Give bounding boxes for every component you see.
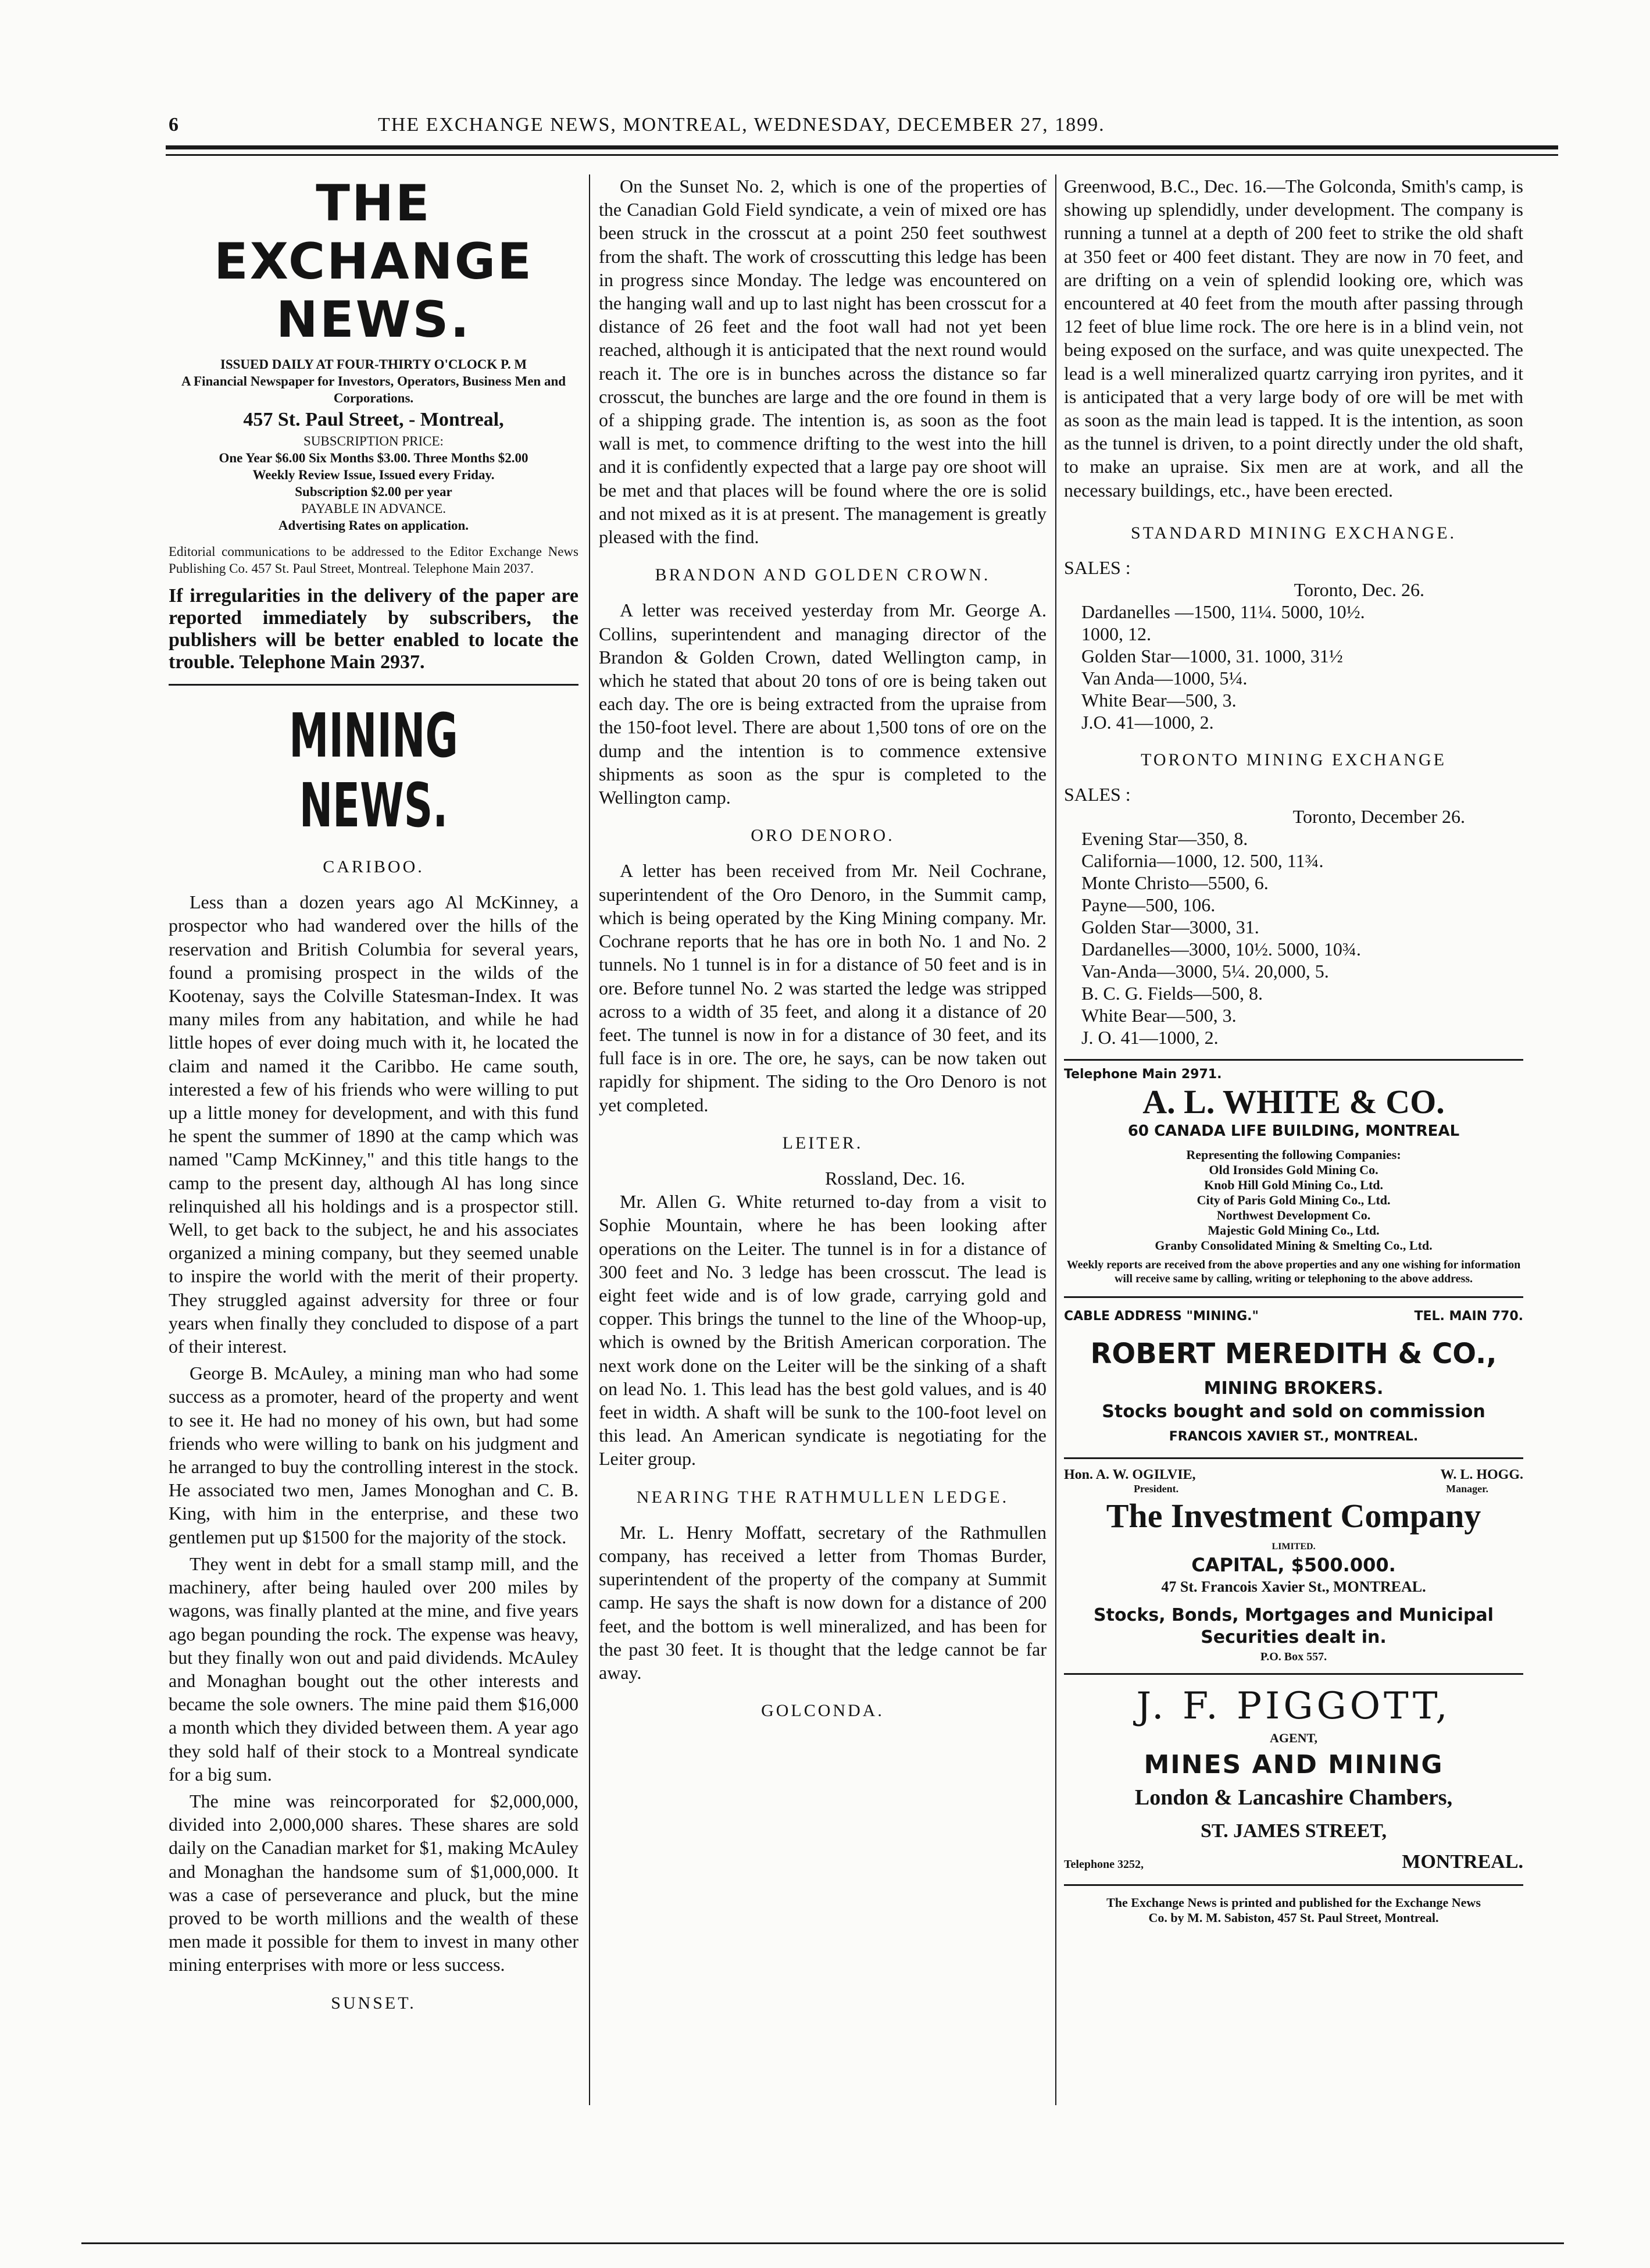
white-telephone: Telephone Main 2971. bbox=[1064, 1067, 1222, 1082]
cariboo-paragraph-1: Less than a dozen years ago Al McKinney, a prospector who had wandered over the hills of the reservation and British Columbia for several years, found a promising prospect in the wilds of the Kootenay, says the Colville Statesman-Index. It was many miles from any habitation, and while he had little hopes of ever doing much with it, he located the claim and named it the Caribbo. He came south, interested a few of his friends who were willing to put up a little money for development, and with this fund he spent the summer of 1890 at the camp which was named "Camp McKinney," and this title hangs to the camp to the present day, although Al has long since relinquished all his holdings and is a prospector still. Well, to get back to the subject, he and his associates organized a mining company, but they seemed unable to inspire the world with the merit of their property. They struggled against adversity for three or four years when finally they concluded to dispose of a part of their interest. bbox=[169, 891, 578, 1357]
article-title-brandon: BRANDON AND GOLDEN CROWN. bbox=[655, 565, 991, 585]
header-rule-top bbox=[166, 145, 1558, 149]
ad-divider-3 bbox=[1064, 1457, 1523, 1459]
toronto-sale-line: Monte Christo—5500, 6. bbox=[1081, 872, 1269, 894]
column-rule-2 bbox=[1055, 174, 1056, 2105]
standard-sale-line: Golden Star—1000, 31. 1000, 31½ bbox=[1081, 646, 1343, 667]
standard-sale-line: Dardanelles —1500, 11¼. 5000, 10½. bbox=[1081, 601, 1365, 623]
irregularities-notice: If irregularities in the delivery of the paper are reported immediately by subscribers, the publishers will be better enabled to locate the trouble. Telephone Main 2937. bbox=[169, 585, 578, 673]
investment-name: The Investment Company bbox=[1106, 1497, 1481, 1535]
running-head: THE EXCHANGE NEWS, MONTREAL, WEDNESDAY, DECEMBER 27, 1899. bbox=[378, 114, 1105, 135]
leiter-paragraph-1: Mr. Allen G. White returned to-day from a visit to Sophie Mountain, where he has been looking after operations on the Leiter. The tunnel is in for a distance of 300 feet and No. 3 ledge has been crosscut. The lead is eight feet wide and is of low grade, carrying gold and copper. This brings the tunnel to the line of the Whoop-up, which is owned by the British American corporation. The next work done on the Leiter will be the sinking of a shaft on lead No. 1. This lead has the best gold values, and is 40 feet in width. A shaft will be sunk to the 100-foot level on this lead. An American syndicate is negotiating for the Leiter group. bbox=[599, 1191, 1047, 1470]
toronto-sale-line: B. C. G. Fields—500, 8. bbox=[1081, 983, 1263, 1004]
article-title-golconda: GOLCONDA. bbox=[761, 1701, 884, 1721]
ad-divider-4 bbox=[1064, 1673, 1523, 1675]
cariboo-paragraph-4: The mine was reincorporated for $2,000,000, divided into 2,000,000 shares. These shares are sold daily on the Canadian market for $1, making McAuley and Monaghan the handsome sum of $1,000,000. It was a case of perseverance and pluck, but the mine proved to be worth millions and the wealth of these men made it possible for them to invest in many other mining enterprises with more or less success. bbox=[169, 1790, 578, 1975]
subscription-price-label: SUBSCRIPTION PRICE: bbox=[303, 434, 444, 448]
ad-investment-company bbox=[1064, 1467, 1523, 1665]
white-company: Old Ironsides Gold Mining Co. bbox=[1209, 1162, 1378, 1178]
toronto-sale-line: Evening Star—350, 8. bbox=[1081, 828, 1248, 850]
meredith-cable: CABLE ADDRESS "MINING." bbox=[1064, 1309, 1259, 1324]
column-1 bbox=[169, 174, 578, 2027]
white-company: Granby Consolidated Mining & Smelting Co., Ltd. bbox=[1155, 1238, 1433, 1253]
article-title-leiter: LEITER. bbox=[782, 1133, 863, 1153]
investment-president-title: President. bbox=[1134, 1483, 1179, 1495]
standard-exchange-title: STANDARD MINING EXCHANGE. bbox=[1130, 523, 1457, 543]
ad-divider-5 bbox=[1064, 1884, 1523, 1886]
investment-capital: CAPITAL, $500.000. bbox=[1191, 1554, 1396, 1577]
standard-sale-line: Van Anda—1000, 5¼. bbox=[1081, 668, 1248, 689]
toronto-dateline: Toronto, December 26. bbox=[1292, 806, 1465, 828]
ad-piggott bbox=[1064, 1684, 1523, 1876]
payable-notice: PAYABLE IN ADVANCE. bbox=[301, 501, 446, 516]
mining-news-heading: MINING NEWS. bbox=[289, 700, 458, 841]
meredith-address: FRANCOIS XAVIER ST., MONTREAL. bbox=[1169, 1429, 1419, 1445]
meredith-name: ROBERT MEREDITH & CO., bbox=[1090, 1338, 1497, 1371]
brandon-paragraph-1: A letter was received yesterday from Mr. George A. Collins, superintendent and managing director of the Brandon & Golden Crown, dated Wellington camp, in which he stated that about 20 tons of ore is being taken out each day. The ore is being extracted from the upraise from the 150-foot level. There are about 1,500 tons of ore on the dump and the intention is to commence extensive shipments as soon as the spur is completed to the Wellington camp. bbox=[599, 600, 1047, 808]
white-note: Weekly reports are received from the above properties and any one wishing for information will receive same by calling, writing or telephoning to the above address. bbox=[1066, 1258, 1521, 1286]
golconda-paragraph-1: Greenwood, B.C., Dec. 16.—The Golconda, Smith's camp, is showing up splendidly, under development. The company is running a tunnel at a depth of 200 feet to strike the old shaft at 350 feet or 400 feet distant. They are now in 70 feet, and are drifting on a vein of splendid looking ore, which was encountered at 40 feet from the mouth after passing through 12 feet of blue lime rock. The ore here is in a blind vein, not being exposed on the surface, and was quite unexpected. The lead is a well mineralized quartz carrying iron pyrites, and it is anticipated that a very large body of ore will be met with as soon as the main lead is tapped. It is the intention, as soon as the tunnel is driven, to a point directly under the old shaft, to make an upraise. Six men are at work, and all the necessary buildings, etc., have been erected. bbox=[1064, 176, 1523, 501]
meredith-tel: TEL. MAIN 770. bbox=[1414, 1309, 1523, 1324]
article-title-rathmullen: NEARING THE RATHMULLEN LEDGE. bbox=[636, 1487, 1009, 1507]
article-title-oro-denoro: ORO DENORO. bbox=[751, 826, 895, 846]
running-header bbox=[169, 114, 1558, 143]
investment-president-name: Hon. A. W. OGILVIE, bbox=[1064, 1467, 1196, 1483]
investment-box: P.O. Box 557. bbox=[1260, 1650, 1327, 1664]
cariboo-paragraph-3: They went in debt for a small stamp mill, and the machinery, after being hauled over 200 miles by wagons, was finally planted at the mine, and five years ago began pounding the rock. The expense was heavy, but they finally won out and paid dividends. McAuley and Monaghan bought out the other interests and became the sole owners. The mine paid them $16,000 a month which they divided between them. A year ago they sold half of their stock to a Montreal syndicate for a big sum. bbox=[169, 1553, 578, 1785]
piggott-contact-row bbox=[1064, 1850, 1523, 1876]
masthead-tagline: A Financial Newspaper for Investors, Operators, Business Men and Corporations. bbox=[181, 374, 566, 405]
investment-officers bbox=[1064, 1467, 1523, 1482]
toronto-sales-label: SALES : bbox=[1064, 784, 1131, 805]
masthead-info bbox=[169, 356, 578, 577]
investment-business: Stocks, Bonds, Mortgages and Municipal Securities dealt in. bbox=[1094, 1605, 1494, 1648]
oro-denoro-paragraph-1: A letter has been received from Mr. Neil Cochrane, superintendent of the Oro Denoro, in the Summit camp, which is being operated by the King Mining company. Mr. Cochrane reports that he has ore in both No. 1 and No. 2 tunnels. No 1 tunnel is in for a distance of 50 feet and is in ore. Before tunnel No. 2 was started the ledge was stripped across to a width of 35 feet, and along it a distance of 20 feet. The tunnel is now in for a distance of 30 feet, and its full face is in ore. The ore, he says, can be now taken out rapidly for shipment. The siding to the Oro Denoro is not yet completed. bbox=[599, 860, 1047, 1115]
toronto-exchange-table bbox=[1064, 783, 1523, 1049]
white-name: A. L. WHITE & CO. bbox=[1142, 1083, 1445, 1121]
masthead-rule bbox=[169, 684, 578, 686]
rathmullen-paragraph-1: Mr. L. Henry Moffatt, secretary of the Rathmullen company, has received a letter from Thomas Burder, superintendent of the property of the company at Summit camp. He says the shaft is now down for a distance of 200 feet, and the bottom is well mineralized, and has been for the past 30 feet. It is thought that the ledge cannot be far away. bbox=[599, 1521, 1047, 1683]
white-company: Majestic Gold Mining Co., Ltd. bbox=[1208, 1223, 1380, 1238]
investment-address: 47 St. Francois Xavier St., MONTREAL. bbox=[1161, 1578, 1426, 1596]
footer-rule bbox=[81, 2242, 1564, 2244]
piggott-city: MONTREAL. bbox=[1402, 1851, 1523, 1873]
white-company: City of Paris Gold Mining Co., Ltd. bbox=[1197, 1193, 1391, 1208]
leiter-dateline: Rossland, Dec. 16. bbox=[825, 1167, 965, 1189]
standard-sale-line: White Bear—500, 3. bbox=[1081, 690, 1237, 711]
ad-divider-2 bbox=[1064, 1296, 1523, 1298]
investment-officer-titles bbox=[1064, 1482, 1523, 1495]
investment-manager-name: W. L. HOGG. bbox=[1440, 1467, 1523, 1483]
imprint: The Exchange News is printed and published for the Exchange News Co. by M. M. Sabiston, 457 St. Paul Street, Montreal. bbox=[1106, 1895, 1481, 1925]
white-representing: Representing the following Companies: bbox=[1186, 1147, 1401, 1162]
standard-sale-line: J.O. 41—1000, 2. bbox=[1081, 712, 1214, 733]
ad-meredith bbox=[1064, 1308, 1523, 1447]
standard-exchange-table bbox=[1064, 557, 1523, 733]
article-title-sunset: SUNSET. bbox=[331, 1993, 416, 2013]
standard-dateline: Toronto, Dec. 26. bbox=[1294, 579, 1424, 601]
advertising-notice: Advertising Rates on application. bbox=[278, 518, 469, 533]
white-address: 60 CANADA LIFE BUILDING, MONTREAL bbox=[1127, 1122, 1460, 1140]
editorial-notice: Editorial communications to be addressed to the Editor Exchange News Publishing Co. 457 St. Paul Street, Montreal. Telephone Main 2037. bbox=[169, 544, 578, 576]
standard-sale-line: 1000, 12. bbox=[1081, 623, 1151, 645]
toronto-exchange-title: TORONTO MINING EXCHANGE bbox=[1141, 750, 1447, 770]
investment-limited: LIMITED. bbox=[1272, 1542, 1316, 1552]
standard-sales-label: SALES : bbox=[1064, 557, 1131, 579]
toronto-sale-line: Van-Anda—3000, 5¼. 20,000, 5. bbox=[1081, 961, 1329, 982]
column-2 bbox=[599, 174, 1047, 1734]
meredith-contact-row bbox=[1064, 1308, 1523, 1325]
article-title-cariboo: CARIBOO. bbox=[323, 857, 424, 876]
masthead-address: 457 St. Paul Street, - Montreal, bbox=[243, 409, 504, 430]
toronto-sale-line: J. O. 41—1000, 2. bbox=[1081, 1027, 1219, 1049]
subscription-rates: One Year $6.00 Six Months $3.00. Three Months $2.00 bbox=[219, 451, 528, 465]
masthead-issued: ISSUED DAILY AT FOUR-THIRTY O'CLOCK P. M bbox=[220, 357, 527, 372]
toronto-sale-line: California—1000, 12. 500, 11¾. bbox=[1081, 850, 1324, 872]
piggott-business: MINES AND MINING bbox=[1144, 1750, 1444, 1780]
weekly-subscription: Subscription $2.00 per year bbox=[295, 484, 452, 499]
column-rule-1 bbox=[589, 174, 590, 2105]
piggott-telephone: Telephone 3252, bbox=[1064, 1858, 1144, 1871]
piggott-name: J. F. PIGGOTT, bbox=[1136, 1685, 1451, 1728]
ad-divider-1 bbox=[1064, 1059, 1523, 1061]
piggott-street: ST. JAMES STREET, bbox=[1201, 1820, 1387, 1842]
ad-al-white bbox=[1064, 1067, 1523, 1286]
cariboo-paragraph-2: George B. McAuley, a mining man who had some success as a promoter, heard of the property and went to see it. He had no money of his own, but had some friends who were willing to bank on his judgment and he arranged to buy the controlling interest in the stock. He associated two men, James Monoghan and C. B. King, with him in the enterprise, and these two gentlemen put up $1500 for the majority of the stock. bbox=[169, 1363, 578, 1547]
toronto-sale-line: Dardanelles—3000, 10½. 5000, 10¾. bbox=[1081, 939, 1361, 960]
sunset-paragraph-1: On the Sunset No. 2, which is one of the properties of the Canadian Gold Field syndicate, a vein of mixed ore has been struck in the crosscut at a point 250 feet southwest from the shaft. The work of crosscutting this ledge has been in progress since Monday. The ledge was encountered on the hanging wall and up to last night has been crosscut for a distance of 26 feet and the foot wall had not yet been reached, although it is anticipated that the next round would reach it. The ore is in bunches across the distance so far crosscut, the bunches are large and the ore found in them is of a shipping grade. The intention is, as soon as the foot wall is met, to commence drifting to the west into the hill and it is confidently expected that a large pay ore shoot will be met and that places will be found where the ore is solid and not mixed as it is at present. The management is greatly pleased with the find. bbox=[599, 176, 1047, 548]
header-rule-bottom bbox=[166, 154, 1558, 156]
white-company: Northwest Development Co. bbox=[1216, 1208, 1371, 1223]
meredith-commission: Stocks bought and sold on commission bbox=[1102, 1402, 1485, 1422]
piggott-building: London & Lancashire Chambers, bbox=[1134, 1785, 1453, 1810]
investment-manager-title: Manager. bbox=[1446, 1483, 1488, 1495]
white-company: Knob Hill Gold Mining Co., Ltd. bbox=[1203, 1178, 1384, 1193]
column-3 bbox=[1064, 174, 1523, 1925]
toronto-sale-line: Payne—500, 106. bbox=[1081, 894, 1216, 916]
weekly-issue: Weekly Review Issue, Issued every Friday. bbox=[252, 468, 495, 482]
page-number: 6 bbox=[169, 114, 180, 135]
toronto-sale-line: Golden Star—3000, 31. bbox=[1081, 917, 1259, 938]
masthead-title: THE EXCHANGE NEWS. bbox=[214, 174, 533, 349]
meredith-business: MINING BROKERS. bbox=[1203, 1378, 1384, 1399]
toronto-sale-line: White Bear—500, 3. bbox=[1081, 1005, 1237, 1026]
piggott-agent: AGENT, bbox=[1269, 1731, 1318, 1746]
